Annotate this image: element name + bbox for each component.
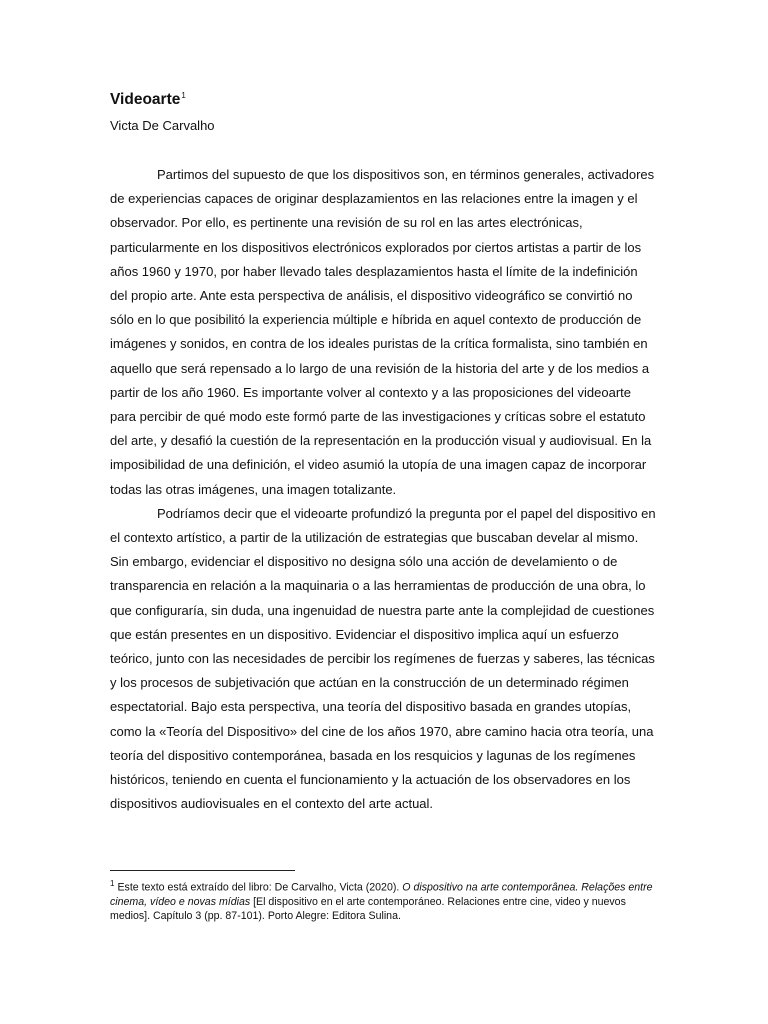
footnote-divider <box>110 870 295 871</box>
title-footnote-marker: 1 <box>181 91 186 100</box>
document-title <box>110 86 186 110</box>
footnote-marker: 1 <box>110 879 115 888</box>
footnote-book-title: O dispositivo na arte contemporânea. Relações entre cinema, vídeo e novas mídias <box>110 881 653 908</box>
footnote-text-after: [El dispositivo en el arte contemporáneo. Relaciones entre cine, video y nuevos medios]. Capítulo 3 (pp. 87-101). Porto Alegre: Editora Sulina. <box>110 895 626 922</box>
body-text <box>110 163 658 816</box>
paragraph-1: Partimos del supuesto de que los dispositivos son, en términos generales, activadores de experiencias capaces de originar desplazamientos en las relaciones entre la imagen y el observador. Por ello, es pertinente una revisión de su rol en las artes electrónicas, particularmente en los dispositivos electrónicos explorados por ciertos artistas a partir de los años 1960 y 1970, por haber llevado tales desplazamientos hasta el límite de la indefinición del propio arte. Ante esta perspectiva de análisis, el dispositivo videográfico se convirtió no sólo en lo que posibilitó la experiencia múltiple e híbrida en aquel contexto de producción de imágenes y sonidos, en contra de los ideales puristas de la crítica formalista, sino también en aquello que será repensado a lo largo de una revisión de la historia del arte y de los medios a partir de los año 1960. Es importante volver al contexto y a las proposiciones del videoarte para percibir de qué modo este formó parte de las investigaciones y críticas sobre el estatuto del arte, y desafió la cuestión de la representación en la producción visual y audiovisual. En la imposibilidad de una definición, el video asumió la utopía de una imagen capaz de incorporar todas las otras imágenes, una imagen totalizante. <box>110 167 655 497</box>
footnote <box>110 877 658 923</box>
title-text: Videoarte <box>110 91 181 109</box>
paragraph-2: Podríamos decir que el videoarte profundizó la pregunta por el papel del dispositivo en el contexto artístico, a partir de la utilización de estrategias que buscaban develar al mismo. Sin embargo, evidenciar el dispositivo no designa sólo una acción de develamiento o de transparencia en relación a la maquinaria o a las herramientas de producción de una obra, lo que configuraría, sin duda, una ingenuidad de nuestra parte ante la complejidad de cuestiones que están presentes en un dispositivo. Evidenciar el dispositivo implica aquí un esfuerzo teórico, junto con las necesidades de percibir los regímenes de fuerzas y saberes, las técnicas y los procesos de subjetivación que actúan en la construcción de un determinado régimen espectatorial. Bajo esta perspectiva, una teoría del dispositivo basada en grandes utopías, como la «Teoría del Dispositivo» del cine de los años 1970, abre camino hacia otra teoría, una teoría del dispositivo contemporánea, basada en los resquicios y lagunas de los regímenes históricos, teniendo en cuenta el funcionamiento y la actuación de los observadores en los dispositivos audiovisuales en el contexto del arte actual. <box>110 505 656 812</box>
author-name: Victa De Carvalho <box>110 118 215 133</box>
footnote-text-before: Este texto está extraído del libro: De Carvalho, Victa (2020). <box>117 881 403 894</box>
